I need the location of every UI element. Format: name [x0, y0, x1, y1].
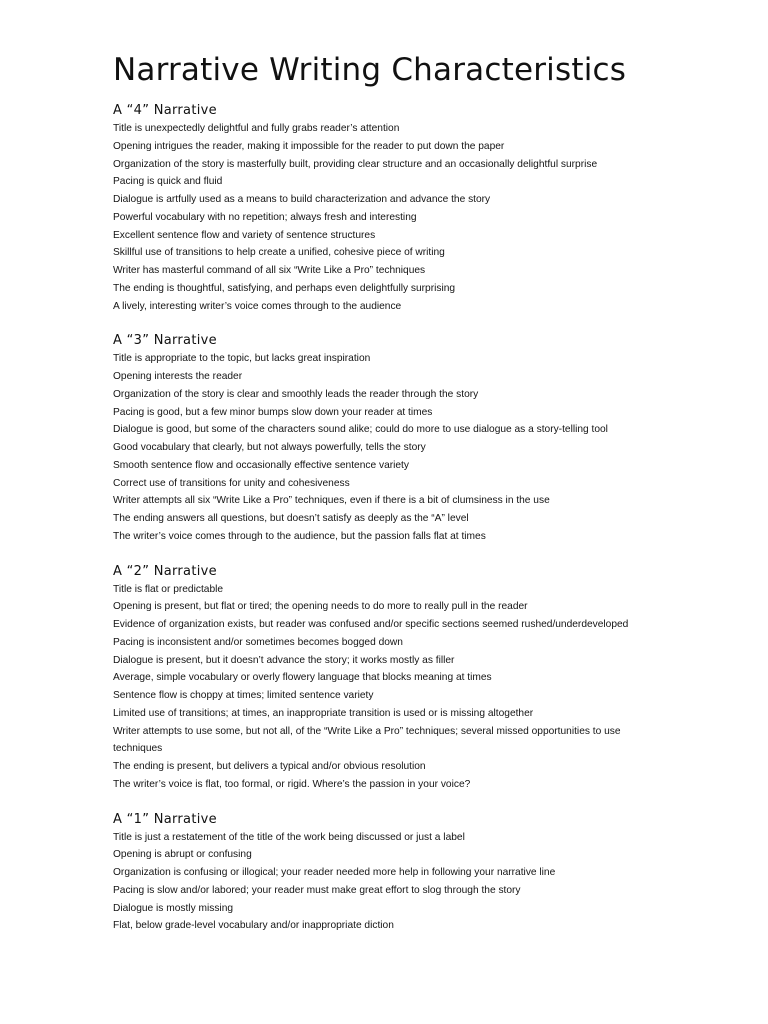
criteria-item: The writer’s voice is flat, too formal, or rigid. Where’s the passion in your voice?	[113, 778, 471, 790]
criteria-item: Title is appropriate to the topic, but lacks great inspiration	[113, 353, 371, 365]
criteria-list	[113, 120, 753, 315]
criteria-item: The writer’s voice comes through to the audience, but the passion falls flat at times	[113, 530, 486, 542]
section-3-narrative	[113, 332, 753, 545]
criteria-item: Limited use of transitions; at times, an inappropriate transition is used or is missing altogether	[113, 707, 534, 719]
criteria-item: Opening interests the reader	[113, 371, 243, 382]
section-heading: A “4” Narrative	[113, 103, 217, 118]
criteria-item: Writer attempts to use some, but not all, of the “Write Like a Pro” techniques; several missed opportunities to use	[113, 725, 621, 737]
criteria-item: Smooth sentence flow and occasionally effective sentence variety	[113, 459, 409, 471]
criteria-item: Powerful vocabulary with no repetition; always fresh and interesting	[113, 211, 417, 223]
criteria-item: Dialogue is present, but it doesn’t advance the story; it works mostly as filler	[113, 654, 455, 666]
section-4-narrative	[113, 102, 753, 315]
criteria-item: Dialogue is mostly missing	[113, 902, 234, 914]
section-2-narrative	[113, 563, 753, 794]
document-page	[113, 48, 753, 935]
criteria-item: Skillful use of transitions to help create a unified, cohesive piece of writing	[113, 247, 445, 259]
criteria-item: Pacing is inconsistent and/or sometimes becomes bogged down	[113, 636, 403, 648]
criteria-item: Pacing is quick and fluid	[113, 176, 223, 188]
criteria-item: Writer has masterful command of all six “Write Like a Pro” techniques	[113, 265, 426, 276]
criteria-item: Opening is abrupt or confusing	[113, 849, 252, 861]
section-heading: A “1” Narrative	[113, 811, 217, 827]
criteria-item: Flat, below grade-level vocabulary and/or inappropriate diction	[113, 920, 394, 932]
criteria-item: The ending answers all questions, but doesn’t satisfy as deeply as the “A” level	[113, 513, 469, 524]
criteria-item: Organization of the story is clear and smoothly leads the reader through the story	[113, 388, 479, 400]
criteria-item: Title is flat or predictable	[113, 583, 224, 595]
criteria-list	[113, 350, 753, 545]
criteria-item: The ending is present, but delivers a typical and/or obvious resolution	[113, 761, 426, 772]
page-title: Narrative Writing Characteristics	[113, 52, 627, 88]
criteria-item: Sentence flow is choppy at times; limited sentence variety	[113, 690, 374, 701]
section-heading: A “2” Narrative	[113, 563, 217, 579]
criteria-item: Average, simple vocabulary or overly flowery language that blocks meaning at times	[113, 672, 492, 684]
criteria-item: Title is unexpectedly delightful and fully grabs reader’s attention	[113, 123, 400, 134]
criteria-item: Pacing is good, but a few minor bumps slow down your reader at times	[113, 406, 433, 418]
criteria-item: The ending is thoughtful, satisfying, and perhaps even delightfully surprising	[113, 282, 456, 294]
criteria-item: Dialogue is good, but some of the characters sound alike; could do more to use dialogue as a story-telling tool	[113, 424, 608, 436]
criteria-item: Organization of the story is masterfully built, providing clear structure and an occasionally delightful surprise	[113, 158, 598, 170]
criteria-item: Writer attempts all six “Write Like a Pro” techniques, even if there is a bit of clumsiness in the use	[113, 495, 550, 507]
criteria-item: Pacing is slow and/or labored; your reader must make great effort to slog through the story	[113, 884, 521, 896]
section-heading: A “3” Narrative	[113, 333, 217, 349]
criteria-item: Excellent sentence flow and variety of sentence structures	[113, 229, 376, 241]
criteria-item: Organization is confusing or illogical; your reader needed more help in following your narrative line	[113, 867, 556, 878]
criteria-list	[113, 581, 753, 794]
section-1-narrative	[113, 811, 753, 936]
criteria-item: Opening intrigues the reader, making it impossible for the reader to put down the paper	[113, 140, 505, 152]
criteria-item: Opening is present, but flat or tired; the opening needs to do more to really pull in the reader	[113, 601, 528, 613]
criteria-item: Correct use of transitions for unity and cohesiveness	[113, 477, 350, 489]
criteria-item: Title is just a restatement of the title of the work being discussed or just a label	[113, 831, 465, 843]
criteria-item: A lively, interesting writer’s voice comes through to the audience	[113, 300, 402, 312]
criteria-item: Good vocabulary that clearly, but not always powerfully, tells the story	[113, 442, 426, 453]
criteria-item: Dialogue is artfully used as a means to build characterization and advance the story	[113, 194, 491, 205]
criteria-item: techniques	[113, 743, 163, 755]
criteria-item: Evidence of organization exists, but reader was confused and/or specific sections seemed rushed/underdeveloped	[113, 619, 629, 630]
criteria-list	[113, 829, 753, 936]
